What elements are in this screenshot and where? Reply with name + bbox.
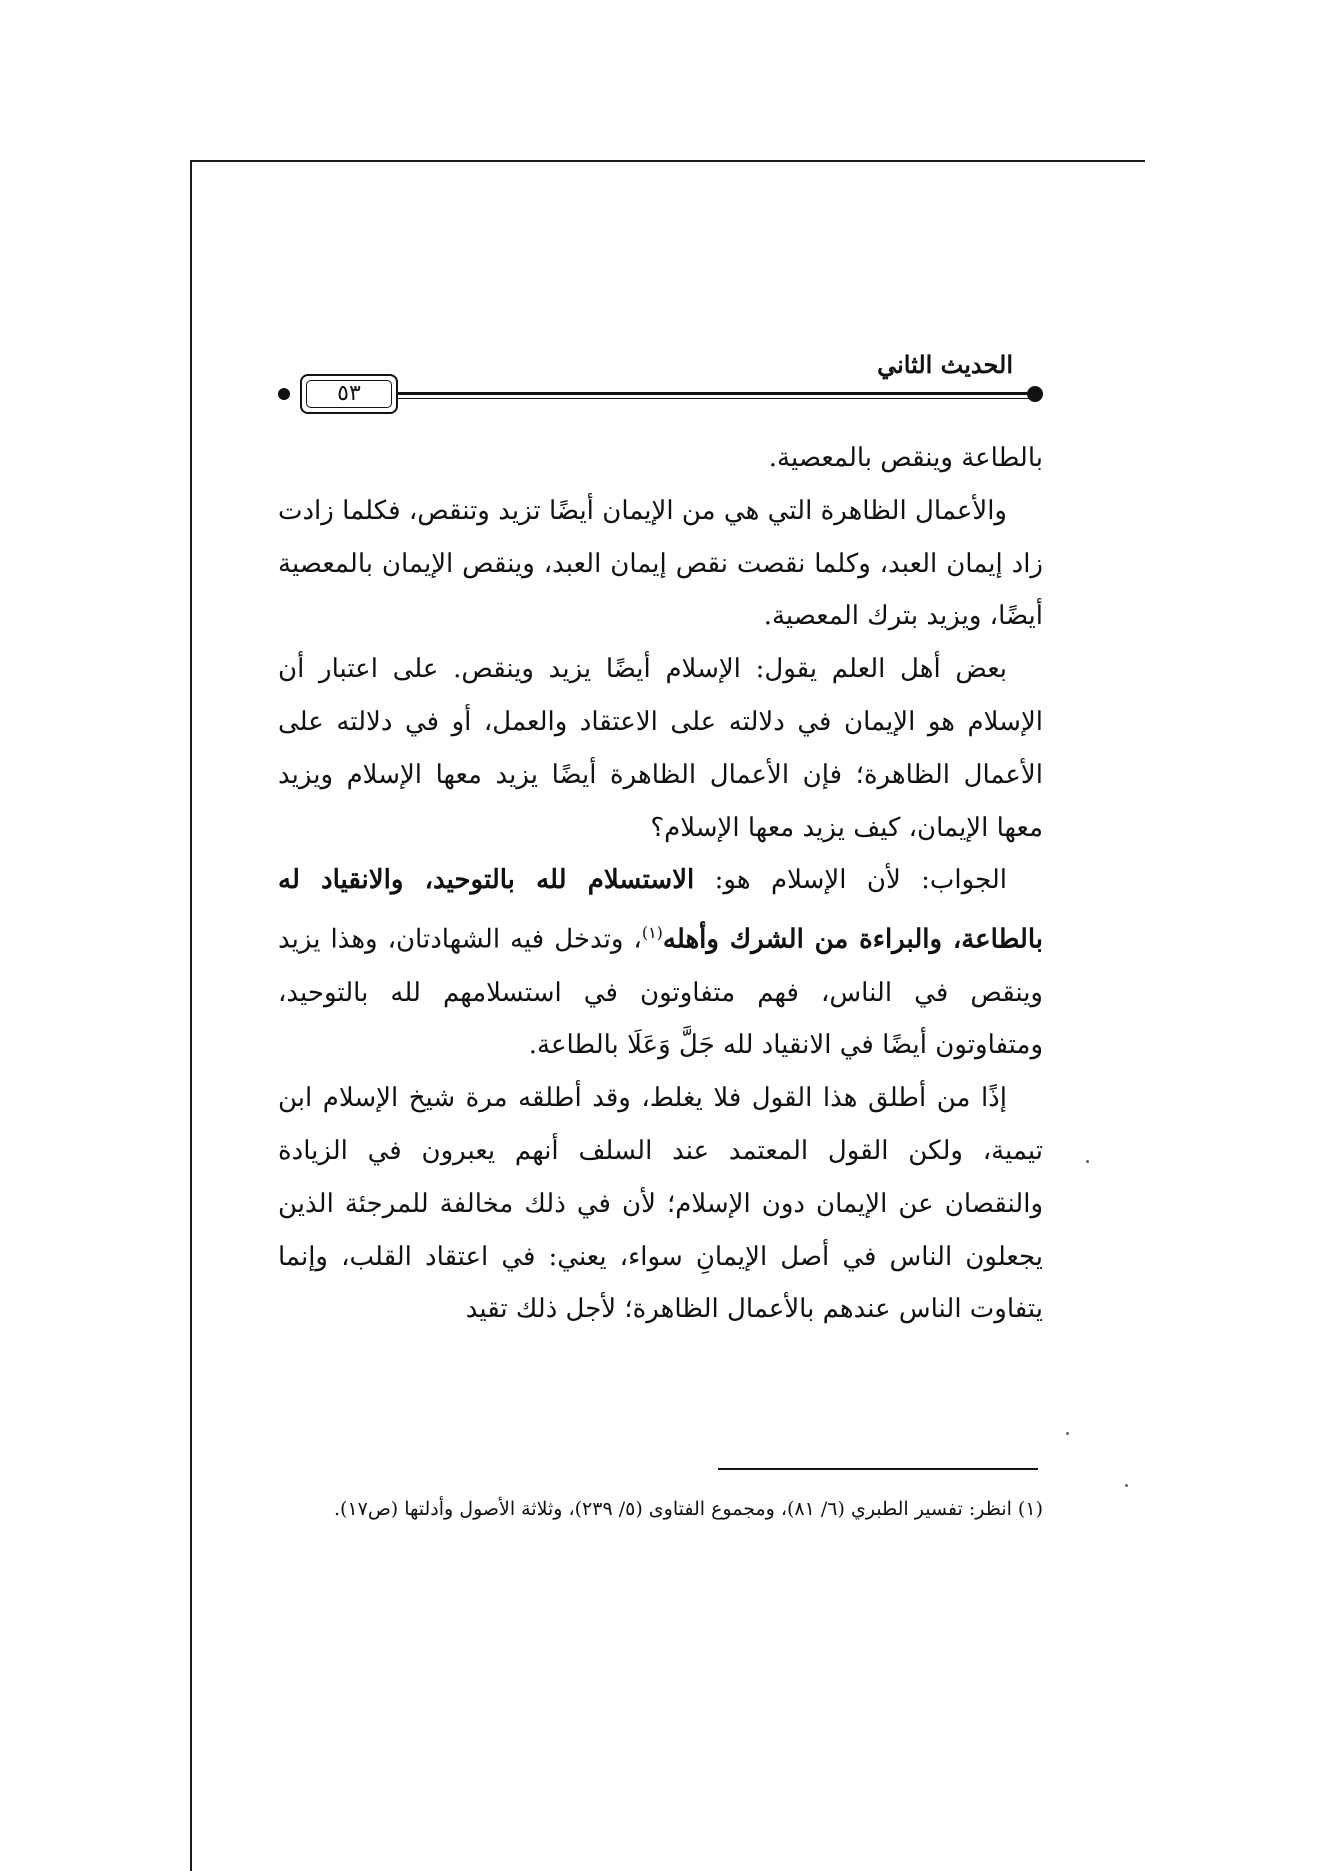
footnote-ref: (١)	[641, 923, 663, 943]
footnote-separator	[718, 1468, 1038, 1470]
paragraph-lead: الجواب: لأن الإسلام هو:	[694, 865, 1007, 896]
paragraph: والأعمال الظاهرة التي هي من الإيمان أيضًا تزيد وتنقص، فكلما زادت زاد إيمان العبد، وكلما نقصت نقص إيمان العبد، وينقص الإيمان بالمعصية أيضًا، ويزيد بترك المعصية.	[278, 495, 1043, 632]
footnote: (١) انظر: تفسير الطبري (٦/ ٨١)، ومجموع الفتاوى (٥/ ٢٣٩)، وثلاثة الأصول وأدلتها (ص١٧).	[333, 1498, 1043, 1520]
header-rule-thin	[398, 398, 1029, 399]
header-ornament-dot	[278, 388, 290, 400]
page-header	[278, 350, 1043, 430]
header-ornament-dot	[1027, 386, 1043, 402]
paragraph: بعض أهل العلم يقول: الإسلام أيضًا يزيد وينقص. على اعتبار أن الإسلام هو الإيمان في دلالته على الاعتقاد والعمل، أو في دلالته على الأعمال الظاهرة؛ فإن الأعمال الظاهرة أيضًا يزيد معها الإسلام ويزيد معها الإيمان، كيف يزيد معها الإسلام؟	[278, 654, 1043, 843]
scan-speck	[1086, 1160, 1089, 1163]
header-rule	[398, 392, 1029, 395]
page-border-left	[190, 160, 192, 1871]
page-border-top	[190, 160, 1145, 162]
scan-speck	[1066, 1432, 1069, 1435]
paragraph: بالطاعة وينقص بالمعصية.	[768, 443, 1043, 473]
bold-definition: الاستسلام لله بالتوحيد، والانقياد له بالطاعة، والبراءة من الشرك وأهله	[278, 865, 1044, 955]
paragraph-rest: ، وتدخل فيه الشهادتان، وهذا يزيد وينقص في الناس، فهم متفاوتون في استسلامهم لله بالتوحيد، ومتفاوتون أيضًا في الانقياد لله جَلَّ وَعَلَا بالطاعة.	[278, 924, 1043, 1061]
paragraph	[278, 854, 1043, 1072]
scan-speck	[1125, 1484, 1128, 1487]
paragraph: إذًا من أطلق هذا القول فلا يغلط، وقد أطلقه مرة شيخ الإسلام ابن تيمية، ولكن القول المعتمد عند السلف أنهم يعبرون في الزيادة والنقصان عن الإيمان دون الإسلام؛ لأن في ذلك مخالفة للمرجئة الذين يجعلون الناس في أصل الإيمانِ سواء، يعني: في اعتقاد القلب، وإنما يتفاوت الناس عندهم بالأعمال الظاهرة؛ لأجل ذلك تقيد	[278, 1083, 1043, 1325]
page-number-text: ٥٣	[337, 381, 361, 406]
body-text	[278, 432, 1043, 1336]
running-title: الحديث الثاني	[877, 350, 1013, 379]
page-number	[300, 374, 398, 414]
